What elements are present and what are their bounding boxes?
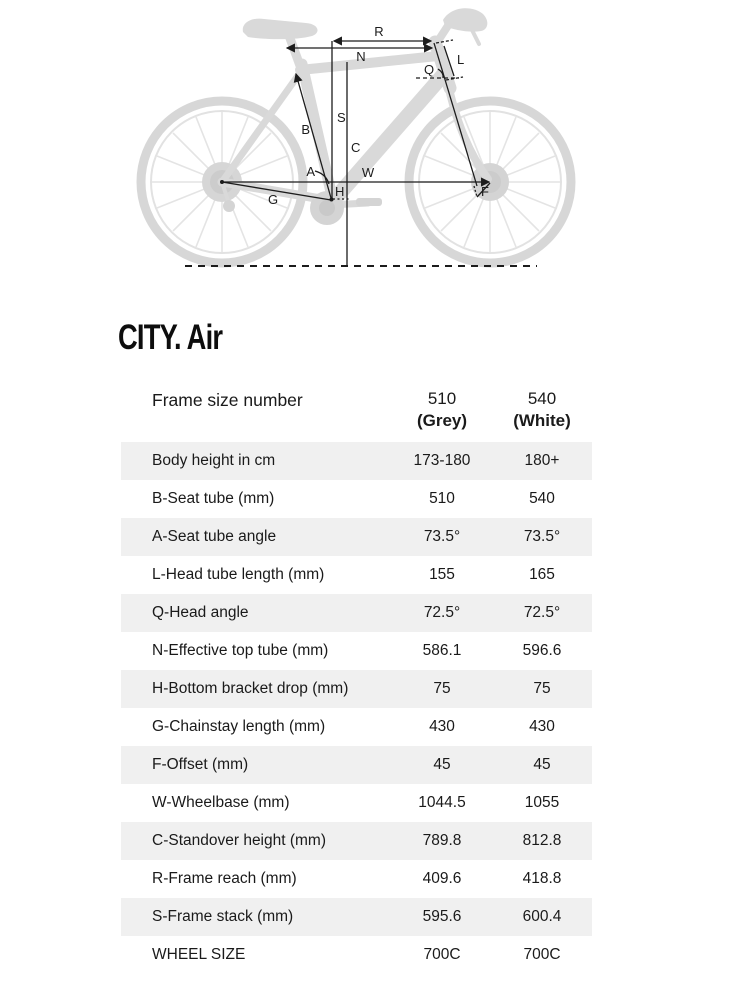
spec-table-body [121, 442, 592, 974]
row-value: 540 [529, 490, 555, 507]
label-l: L [457, 52, 465, 67]
row-value: 789.8 [422, 832, 462, 849]
label-s: S [337, 110, 346, 125]
row-label: A-Seat tube angle [152, 528, 277, 545]
header-size-510: 510 [427, 389, 457, 408]
table-row [121, 442, 592, 480]
row-value: 409.6 [422, 870, 462, 887]
table-row [121, 518, 592, 556]
row-value: 586.1 [422, 642, 462, 659]
row-value: 73.5° [523, 528, 561, 545]
row-label: R-Frame reach (mm) [152, 870, 297, 887]
row-value: 600.4 [522, 908, 562, 925]
table-row [121, 898, 592, 936]
geometry-annotations [185, 40, 537, 266]
row-value: 1044.5 [418, 794, 466, 811]
row-label: Q-Head angle [152, 604, 249, 621]
row-value: 72.5° [523, 604, 561, 621]
header-column-510-grey [392, 388, 492, 432]
label-r: R [374, 24, 384, 39]
row-label: B-Seat tube (mm) [152, 490, 275, 507]
spec-table-header [121, 388, 592, 442]
row-label: H-Bottom bracket drop (mm) [152, 680, 349, 697]
row-value: 812.8 [522, 832, 562, 849]
bike-silhouette-graphic [141, 8, 571, 263]
row-label: WHEEL SIZE [152, 946, 246, 963]
page-title: CITY. Air [118, 318, 223, 357]
row-value: 700C [523, 946, 561, 963]
label-q: Q [423, 62, 435, 77]
row-value: 1055 [524, 794, 560, 811]
label-b: B [301, 122, 310, 137]
row-value: 165 [529, 566, 555, 583]
table-row [121, 822, 592, 860]
row-value: 72.5° [423, 604, 461, 621]
row-value: 75 [433, 680, 451, 697]
label-f: F [481, 184, 489, 199]
row-value: 430 [429, 718, 455, 735]
row-value: 418.8 [522, 870, 562, 887]
row-label: G-Chainstay length (mm) [152, 718, 326, 735]
spec-table [121, 388, 592, 974]
header-variant-grey: (Grey) [416, 411, 468, 430]
row-label: Body height in cm [152, 452, 276, 469]
row-label: N-Effective top tube (mm) [152, 642, 329, 659]
table-row [121, 746, 592, 784]
label-a: A [306, 164, 315, 179]
label-n: N [356, 49, 366, 64]
row-value: 180+ [524, 452, 560, 469]
table-row [121, 594, 592, 632]
table-row [121, 480, 592, 518]
row-label: F-Offset (mm) [152, 756, 249, 773]
row-value: 155 [429, 566, 455, 583]
row-value: 173-180 [413, 452, 471, 469]
row-label: L-Head tube length (mm) [152, 566, 325, 583]
row-value: 596.6 [522, 642, 562, 659]
saddle-icon [243, 19, 318, 40]
row-value: 430 [529, 718, 555, 735]
row-value: 700C [423, 946, 461, 963]
row-label: W-Wheelbase (mm) [152, 794, 290, 811]
row-value: 595.6 [422, 908, 462, 925]
table-row [121, 556, 592, 594]
table-row [121, 860, 592, 898]
table-row [121, 632, 592, 670]
table-row [121, 936, 592, 974]
row-value: 75 [533, 680, 551, 697]
row-value: 510 [429, 490, 455, 507]
row-label: S-Frame stack (mm) [152, 908, 294, 925]
bike-geometry-diagram [0, 0, 729, 300]
row-label: C-Standover height (mm) [152, 832, 327, 849]
label-w: W [361, 165, 375, 180]
table-row [121, 708, 592, 746]
label-g: G [267, 192, 279, 207]
header-size-540: 540 [527, 389, 557, 408]
table-row [121, 670, 592, 708]
table-row [121, 784, 592, 822]
row-value: 45 [433, 756, 451, 773]
row-value: 45 [533, 756, 551, 773]
label-h: H [335, 184, 345, 199]
label-c: C [351, 140, 361, 155]
header-frame-size-label: Frame size number [152, 390, 303, 410]
row-value: 73.5° [423, 528, 461, 545]
header-variant-white: (White) [513, 411, 571, 430]
header-column-540-white [492, 388, 592, 432]
